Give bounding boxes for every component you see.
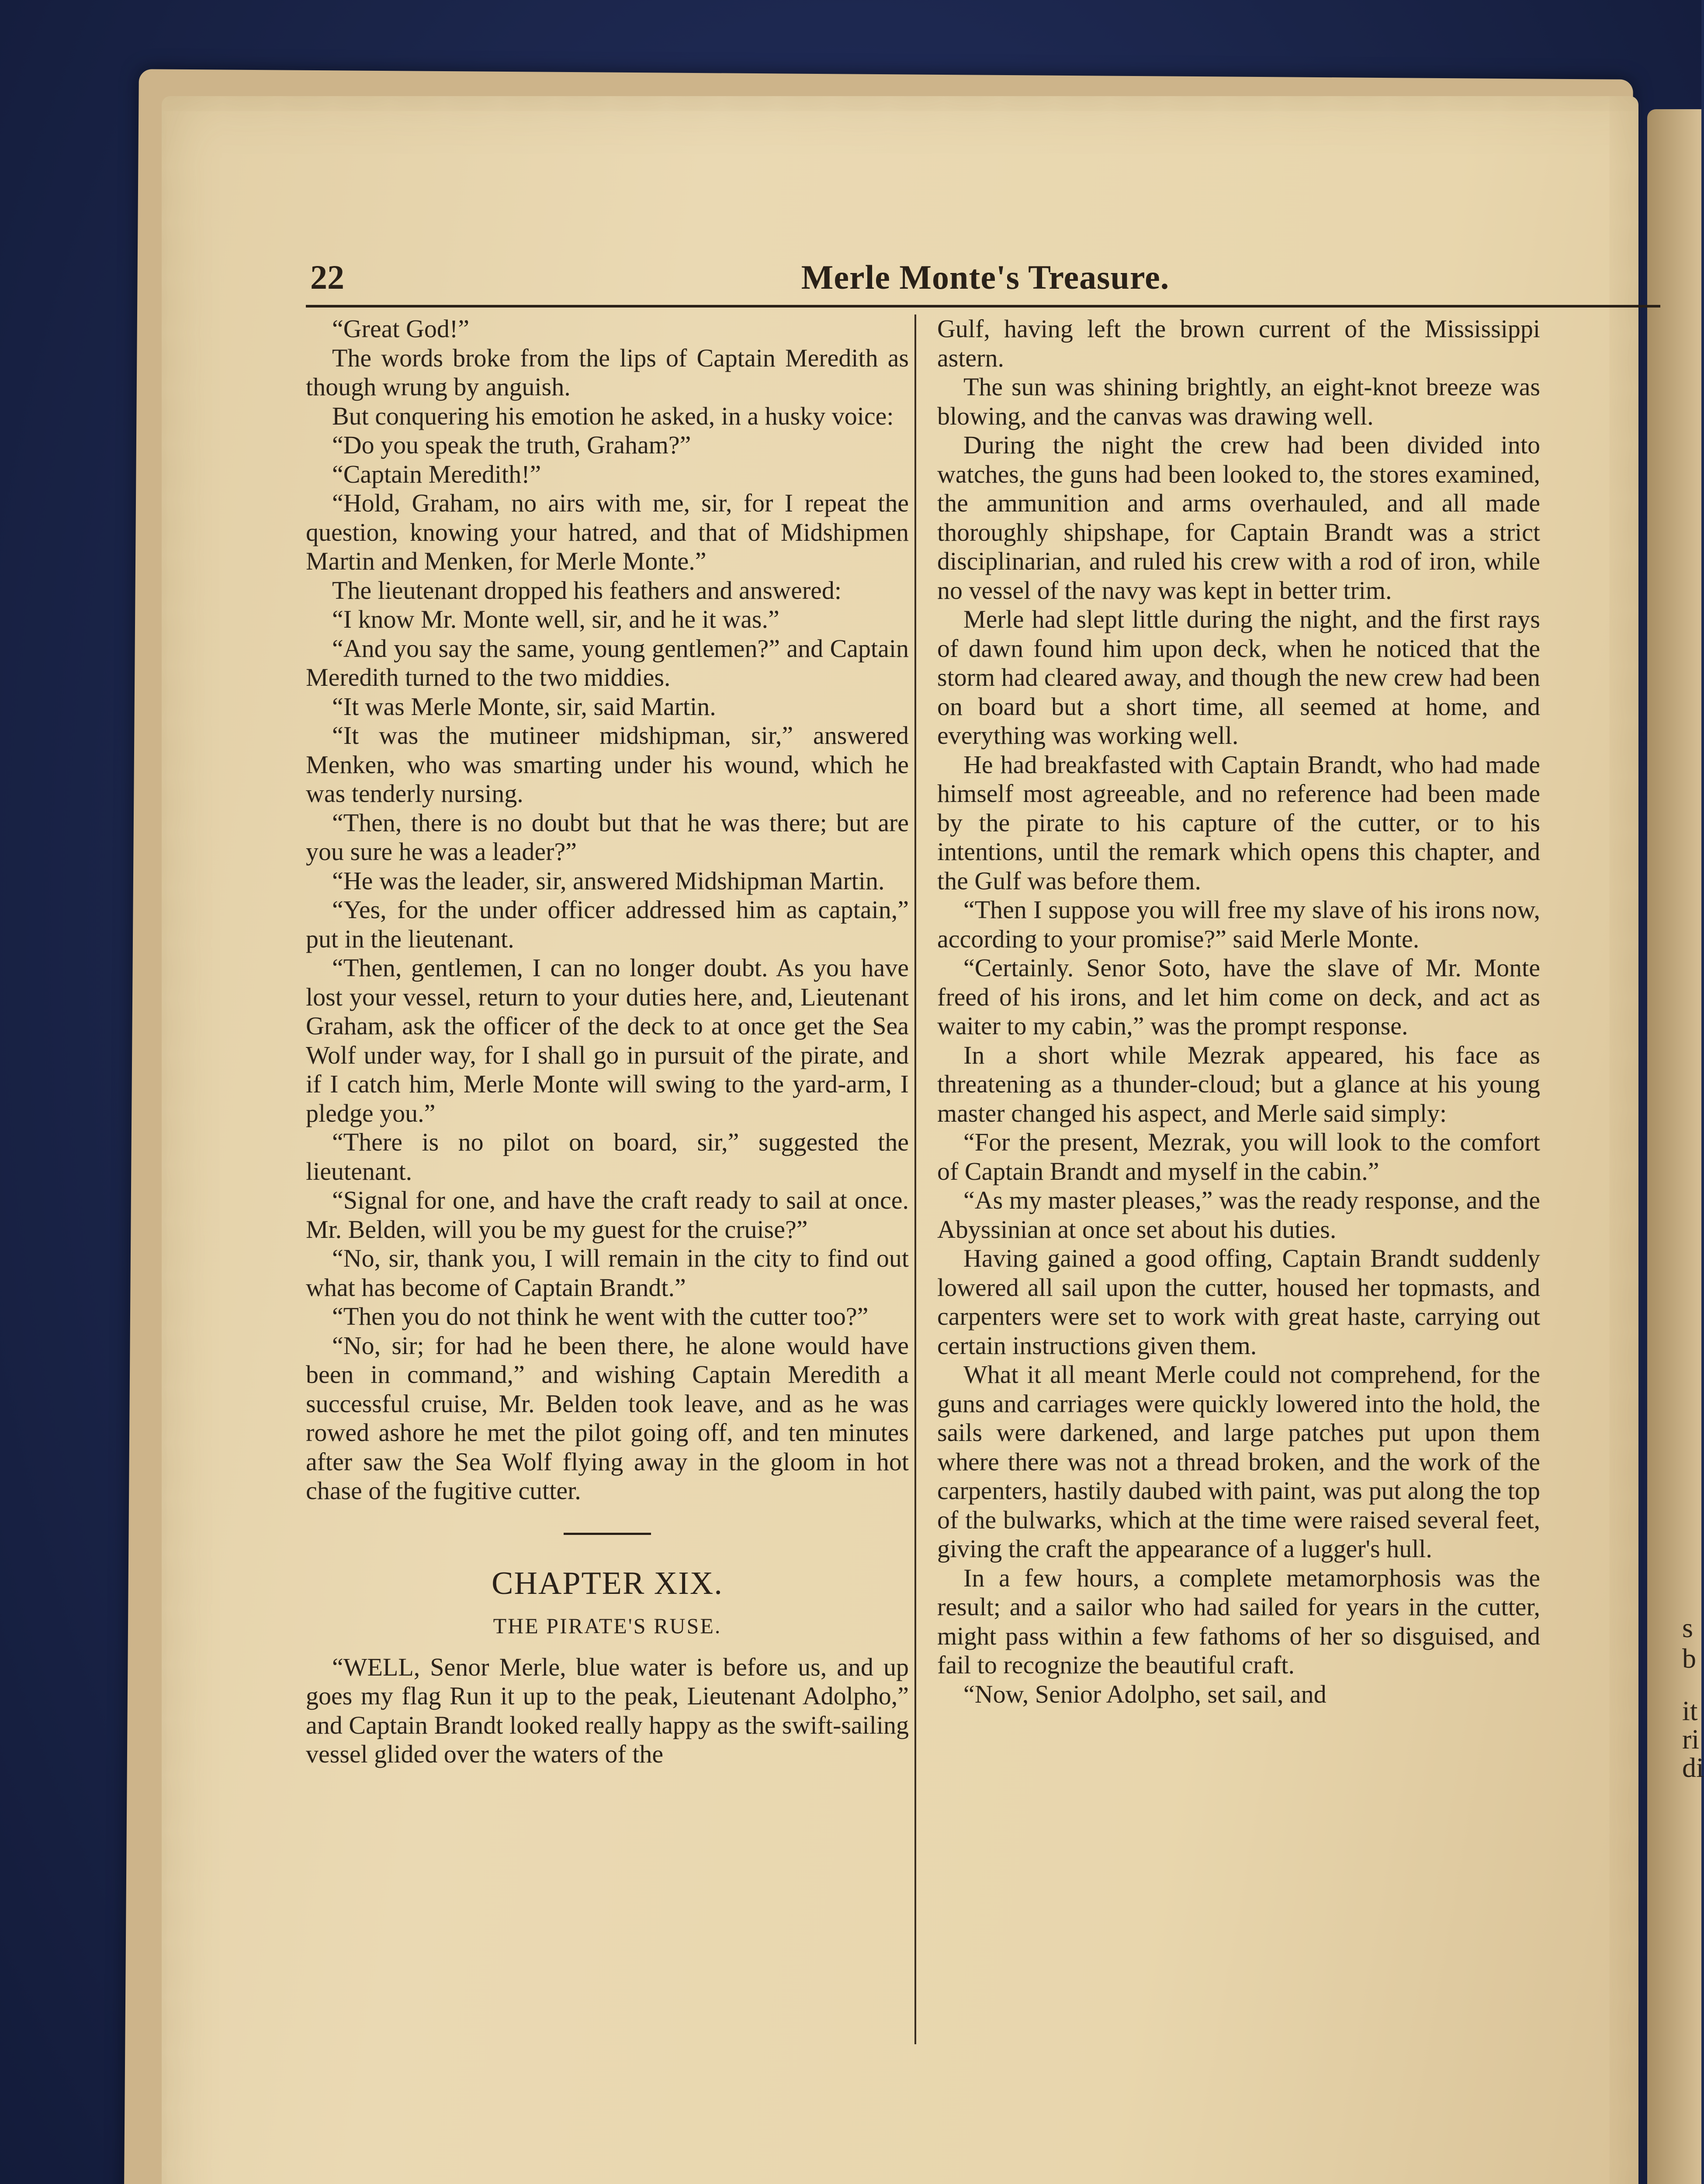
- left-column-text-before: [306, 314, 909, 1506]
- paragraph: “As my master pleases,” was the ready response, and the Abyssinian at once set about his duties.: [937, 1186, 1540, 1244]
- facing-page-fragment: b: [1682, 1643, 1696, 1674]
- paragraph: “Hold, Graham, no airs with me, sir, for I repeat the question, knowing your hatred, and that of Midshipmen Martin and Menken, for Merle Monte.”: [306, 489, 909, 575]
- paragraph: “Certainly. Senor Soto, have the slave of Mr. Monte freed of his irons, and let him come on deck, and act as waiter to my cabin,” was the prompt response.: [937, 954, 1540, 1040]
- paragraph: “Signal for one, and have the craft ready to sail at once. Mr. Belden, will you be my guest for the cruise?”: [306, 1186, 909, 1244]
- paragraph: “Great God!”: [332, 314, 469, 343]
- paragraph: In a short while Mezrak appeared, his face as threatening as a thunder-cloud; but a glance at his young master changed his aspect, and Merle said simply:: [937, 1040, 1540, 1127]
- facing-page-fragment: di: [1682, 1752, 1704, 1783]
- paragraph: What it all meant Merle could not comprehend, for the guns and carriages were quickly lowered into the hold, the sails were darkened, and large patches put upon them where there was not a thread broken, and the work of the carpenters, hastily daubed with paint, was put along the top of the bulwarks, which at the time were raised several feet, giving the craft the appearance of a lugger's hull.: [937, 1360, 1540, 1563]
- paragraph: Gulf, having left the brown current of the Mississippi astern.: [937, 314, 1540, 372]
- paragraph: “No, sir; for had he been there, he alone would have been in command,” and wishing Captain Meredith a successful cruise, Mr. Belden took leave, and as he was rowed ashore he met the pilot going off, and ten minutes after saw the Sea Wolf flying away in the gloom in hot chase of the fugitive cutter.: [306, 1331, 909, 1505]
- paragraph: “Then you do not think he went with the cutter too?”: [332, 1302, 869, 1330]
- paragraph: “And you say the same, young gentlemen?” and Captain Meredith turned to the two middies.: [306, 634, 909, 691]
- facing-page-edge: [1647, 109, 1704, 2184]
- left-column: [306, 314, 909, 1769]
- paragraph: “He was the leader, sir, answered Midshipman Martin.: [332, 866, 885, 895]
- facing-page-fragment: ri: [1682, 1724, 1700, 1755]
- page-number: 22: [310, 258, 344, 296]
- paragraph: “Then, there is no doubt but that he was there; but are you sure he was a leader?”: [306, 808, 909, 866]
- paragraph: Merle had slept little during the night, and the first rays of dawn found him upon deck, when he noticed that the storm had cleared away, and though the new crew had been on board but a short time, all seemed at home, and everything was working well.: [937, 605, 1540, 750]
- paragraph: During the night the crew had been divided into watches, the guns had been looked to, the stores examined, the ammunition and arms overhauled, and all made thoroughly shipshape, for Captain Brandt was a strict disciplinarian, and ruled his crew with a rod of iron, while no vessel of the navy was kept in better trim.: [937, 431, 1540, 605]
- facing-page-fragment: it: [1682, 1695, 1698, 1726]
- paragraph: But conquering his emotion he asked, in a husky voice:: [332, 401, 894, 430]
- book-page: [162, 96, 1638, 2184]
- paragraph: “Do you speak the truth, Graham?”: [332, 431, 691, 459]
- paragraph: “It was the mutineer midshipman, sir,” answered Menken, who was smarting under his wound, which he was tenderly nursing.: [306, 721, 909, 808]
- page-header: [310, 258, 1660, 301]
- paragraph: He had breakfasted with Captain Brandt, who had made himself most agreeable, and no reference had been made by the pirate to his capture of the cutter, or to his intentions, until the remark which opens this chapter, and the Gulf was before them.: [937, 750, 1540, 895]
- left-column-text-after: [306, 1653, 909, 1769]
- paragraph: The sun was shining brightly, an eight-knot breeze was blowing, and the canvas was drawing well.: [937, 373, 1540, 430]
- paragraph: “Then, gentlemen, I can no longer doubt. As you have lost your vessel, return to your duties here, and, Lieutenant Graham, ask the officer of the deck to at once get the Sea Wolf under way, for I shall go in pursuit of the pirate, and if I catch him, Merle Monte will swing to the yard-arm, I pledge you.”: [306, 954, 909, 1127]
- paragraph: “No, sir, thank you, I will remain in the city to find out what has become of Captain Brandt.”: [306, 1244, 909, 1302]
- paragraph: “Now, Senior Adolpho, set sail, and: [963, 1679, 1326, 1708]
- paragraph: The words broke from the lips of Captain Meredith as though wrung by anguish.: [306, 343, 909, 401]
- running-title: Merle Monte's Treasure.: [801, 258, 1170, 296]
- paragraph: In a few hours, a complete metamorphosis was the result; and a sailor who had sailed for years in the cutter, might pass within a few fathoms of her so disguised, and fail to recognize the beautiful craft.: [937, 1563, 1540, 1679]
- chapter-subtitle: THE PIRATE'S RUSE.: [493, 1613, 722, 1638]
- paragraph: “For the present, Mezrak, you will look to the comfort of Captain Brandt and myself in the cabin.”: [937, 1128, 1540, 1185]
- paragraph: “Then I suppose you will free my slave of his irons now, according to your promise?” said Merle Monte.: [937, 895, 1540, 953]
- paragraph: “I know Mr. Monte well, sir, and he it was.”: [332, 605, 779, 633]
- chapter-divider-rule: [564, 1533, 651, 1535]
- paragraph: “It was Merle Monte, sir, said Martin.: [332, 692, 716, 721]
- column-divider: [914, 314, 916, 2044]
- right-column: [937, 314, 1540, 1709]
- facing-page-fragment: s: [1682, 1612, 1693, 1643]
- paragraph: Having gained a good offing, Captain Brandt suddenly lowered all sail upon the cutter, housed her topmasts, and carpenters were set to work with great haste, carrying out certain instructions given them.: [937, 1244, 1540, 1360]
- paragraph: “WELL, Senor Merle, blue water is before us, and up goes my flag Run it up to the peak, Lieutenant Adolpho,” and Captain Brandt looked really happy as the swift-sailing vessel glided over the waters of the: [306, 1652, 909, 1768]
- paragraph: “Captain Meredith!”: [332, 460, 541, 488]
- chapter-title: CHAPTER XIX.: [492, 1565, 723, 1601]
- paragraph: The lieutenant dropped his feathers and answered:: [332, 576, 842, 605]
- header-rule: [306, 305, 1660, 308]
- paragraph: “Yes, for the under officer addressed him as captain,” put in the lieutenant.: [306, 895, 909, 953]
- paragraph: “There is no pilot on board, sir,” suggested the lieutenant.: [306, 1128, 909, 1185]
